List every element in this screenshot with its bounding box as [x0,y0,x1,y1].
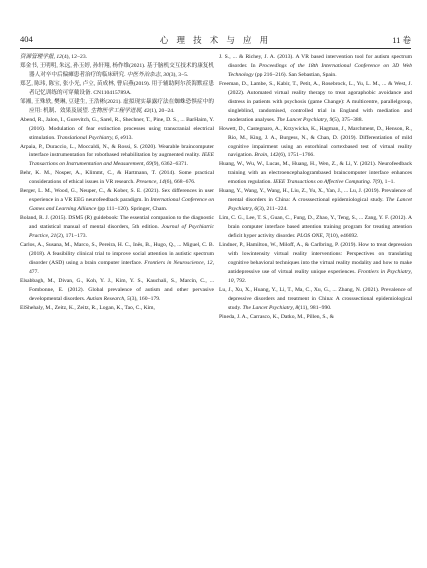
reference-before-text: Abend, R., Jalon, I., Gurevitch, G., Sarel, R., Shechner, T., Pine, D. S., ... BarHaim, Y. (2016). Modulation of fear extinction processes using transcranial electrical stimulation. [20,116,214,141]
reference-entry [20,169,214,187]
reference-entry [219,214,412,241]
reference-italic-text: 生物医学工程学进展, 42 [90,107,150,114]
reference-entry [20,241,214,277]
reference-entry [219,53,412,80]
reference-after-text: (11), 981−990. [298,304,332,311]
reference-italic-text: Proceedings of the 18th International Conference on 3D Web Technology [228,62,412,78]
reference-entry [20,116,214,143]
reference-entry [20,80,214,98]
reference-italic-text: Presence, 14 [136,179,165,186]
reference-entry [20,98,214,116]
reference-before-text: Pineda, J. A., Carrasco, K., Datko, M., Pillen, S., & [219,313,334,320]
reference-before-text: Huang, Y., Wang, Y., Wang, H., Liu, Z., Yu, X., Yan, J., ... Lu, J. (2019). Prevalence of mental disorders in China: A crosssectional epidemiological study. [219,188,412,204]
reference-before-text: Berger, L. M., Wood, G., Neuper, C., & Kober, S. E. (2021). Sex differences in user experience in a VR EEG neurofeedback paradigm. In [20,188,214,204]
reference-italic-text: 资源管理学报, 12 [20,54,62,60]
reference-entry [219,241,412,286]
reference-after-text: (9), 1−1. [375,179,395,186]
reference-entry [20,187,214,214]
reference-after-text: , e913. [117,134,133,141]
reference-after-text: (6), 1751−1766. [278,152,315,159]
reference-after-text: , 477. [29,259,214,275]
reference-after-text: , 792. [233,277,247,284]
running-header [20,34,411,47]
reference-italic-text: Frontiers in Neuroscience, 12 [144,259,213,266]
reference-before-text: Behr, K. M., Nosper, A., Klimmt, C., & Hartmann, T. (2014). Some practical considerations of ethical issues in VR research. [20,170,214,186]
reference-before-text: Arpaia, P., Duraccio, L., Moccaldi, N., & Rossi, S. (2020). Wearable braincomputer interface instrumentation for robotbased rehabilitation by augmented reality. [20,143,214,159]
reference-before-text: Lu, J., Xu, X., Huang, Y., Li, T., Ma, C., Xu, G., ... Zhang, N. (2021). Prevalence of depressive disorders and treatment in China: A crosssectional epidemiological study. [219,286,412,311]
reference-italic-text: The Lancet Psychiatry, 9 [276,116,333,123]
reference-entry [20,304,214,313]
reference-italic-text: 中医外治杂志, 30 [126,71,169,78]
reference-italic-text: Brain, 142 [254,152,279,159]
reference-after-text: (pp 111−120). Springer, Cham. [96,206,168,213]
reference-after-text: (2), 171−173. [56,233,87,240]
reference-italic-text: Journal of Psychiatric Practice, 21 [29,224,214,240]
reference-entry [20,214,214,241]
reference-before-text: Elsabbagh, M., Divan, G., Koh, Y. J., Kim, Y. S., Kauchali, S., Marcín, C., ... Fombonne, E. (2012). Global prevalence of autism and other pervasive developmental disorders. [20,277,214,302]
reference-italic-text: IEEE Transactions on Instrumentation and Measurement, 69 [29,152,214,168]
reference-entry [20,277,214,304]
reference-after-text: (5), 375−388. [332,116,363,123]
reference-after-text: (4), 12−23. [61,54,88,60]
reference-before-text: 郑金书, 王明明, 朱远, 孙玉婷, 孙轩翔, 杨作维(2021). 基于脑机交互技术的康复机器人对卒中后偏瘫患者治疗的临床研究. [20,62,214,78]
reference-italic-text: International Conference on Games and Learning Alliance [29,197,214,213]
journal-title: 心 理 技 术 与 应 用 [159,35,272,45]
reference-after-text: (3), 3−5. [168,71,189,78]
reference-italic-text: Autism Research, 5 [86,295,130,302]
reference-before-text: ElShehaly, M., Zeitz, K., Zeitz, R., Logan, K., Tao, C., Kim, [20,304,155,311]
reference-entry [20,62,214,80]
reference-entry [219,125,412,161]
header-rule [20,48,411,49]
reference-after-text: (pp 216−216). San Sebastian, Spain. [253,71,337,78]
reference-before-text: J. S., ... & Richey, J. A. (2013). A VR based intervention tool for autism spectrum disorder. In [219,54,412,69]
reference-before-text: 郑艺, 陈玮, 陈宝, 张小光, 卢立, 苗成林, 曹启燕(2019). 用于辅助阿尔茨海默症患者记忆训练的可穿戴设备. CN110415789A. [20,80,214,96]
reference-before-text: Huang, W., Wu, W., Lucas, M., Huang, H., Wen, Z., & Li, Y. (2021). Neurofeedback training with an electroencephalogrambased braincomputer interface enhances emotion regulation. [219,161,412,186]
reference-italic-text: The Lancet Psychiatry, 6 [228,197,412,213]
reference-after-text: (3), 211−224. [257,206,288,213]
reference-italic-text: The Lancet Psychiatry, 8 [242,304,299,311]
reference-before-text: Lindner, P., Hamilton, W., Miloff, A., & Carlbring, P. (2019). How to treat depression with lowintensity virtual reality interventions: Perspectives on translating cognitive behavioral techniques into the virtual reality modality and how to make antidepressive use of virtual reality unique experiences. [219,242,412,275]
reference-entry [219,313,412,322]
reference-after-text: (1), 20−24. [149,107,175,114]
references-left-column [20,53,214,313]
reference-before-text: 邹湘, 王殊轶, 樊琳, 豆建生, 王浩彬(2021). 虚拟现实暴露疗法在蜘蛛恐惧症中的应用: 机制、效果及展望. [20,98,214,114]
reference-italic-text: PLOS ONE, 7 [296,233,329,240]
reference-after-text: (9), 6362−6371. [151,161,189,168]
reference-entry [20,53,214,62]
reference-before-text: Howett, D., Castegnaro, A., Krzywicka, K., Hagman, J., Marchment, D., Henson, R., Rio, M., King, J. A., Burgess, N., & Chan, D. (2019). Differentiation of mild cognitive impairment using an entorhinal cortexbased test of virtual reality navigation. [219,125,412,159]
reference-after-text: (10), e46692. [328,233,359,240]
reference-before-text: Lim, C. G., Lee, T. S., Guan, C., Fung, D., Zhao, Y., Teng, S., ... Zang, Y. F. (2012). A brain computer interface based attention training program for treating attention deficit hyper activity disorder. [219,215,412,240]
reference-italic-text: Frontiers in Psychiatry, 10 [228,268,412,284]
reference-before-text: Boland, R. J. (2015). DSM5 (R) guidebook: The essential companion to the diagnostic and statistical manual of mental disorders, 5th edition. [20,215,214,231]
volume-label: 11 卷 [392,35,411,45]
reference-before-text: Carlos, A., Susana, M., Marco, S., Pereira, H. C., Inês, B., Hugo, Q., ... Miguel, C. B. (2018). A feasibility clinical trial to improve social attention in autistic spectrum disorder (ASD) using a brain computer interface. [20,242,214,266]
reference-after-text: (3), 160−179. [129,295,161,302]
reference-italic-text: IEEE Transactions on Affective Computing. 7 [273,179,376,186]
reference-entry [20,143,214,170]
reference-entry [219,187,412,214]
reference-before-text: Freeman, D., Lambe, S., Kabir, T., Petit, A., Rosebrock, L., Yu, L. M., ... & West, J. (2022). Automated virtual reality therapy to treat agoraphobic avoidance and distress in patients with psychosis (game Change): A multicentre, parallelgroup, singleblind, randomised, controlled trial in England with mediation and moderation analyses. [219,80,412,123]
reference-italic-text: Translational Psychiatry, 6 [56,134,118,141]
reference-entry [219,160,412,187]
page-number: 404 [20,34,33,44]
reference-after-text: (6), 668−676. [164,179,196,186]
reference-entry [219,80,412,125]
reference-entry [219,286,412,313]
references-right-column [219,53,412,322]
